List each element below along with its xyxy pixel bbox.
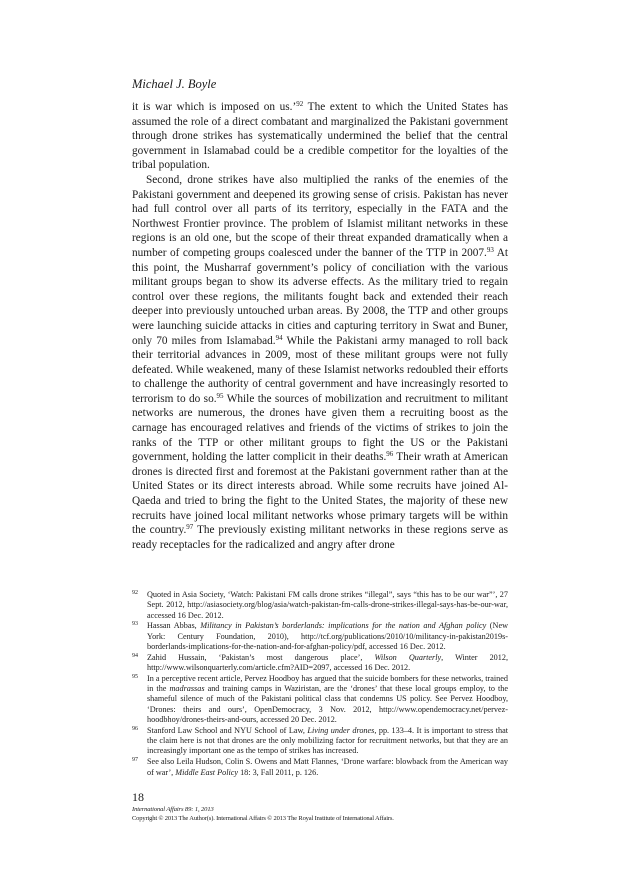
footnote-reference: 95	[216, 391, 224, 400]
footnote-number: 95	[132, 673, 138, 680]
footnote-number: 94	[132, 652, 138, 659]
footnote-text: Zahid Hussain, ‘Pakistan’s most dangerous place’, Wilson Quarterly, Winter 2012, http://www.wilsonquarterly.com/article.cfm?AID=2097, accessed 16 Dec. 2012.	[147, 652, 508, 673]
footnote	[132, 590, 508, 621]
page-number: 18	[132, 790, 144, 804]
footnote-reference: 97	[186, 523, 194, 532]
paragraph: it is war which is imposed on us.’$^{92}$ The extent to which the United States has assumed the role of a direct combatant and marginalized the Pakistani government through drone strikes has systematically undermined the belief that the central government in Islamabad could be a credible competitor for the loyalties of the tribal population.	[132, 100, 508, 172]
italic-title: Wilson Quarterly	[374, 652, 442, 662]
footnote	[132, 726, 508, 757]
footnotes	[132, 590, 508, 778]
body-text	[132, 100, 508, 552]
footnote-reference: 93	[486, 245, 494, 254]
running-head: Michael J. Boyle	[132, 77, 217, 91]
footnote-number: 96	[132, 725, 138, 732]
footnote-text: In a perceptive recent article, Pervez Hoodboy has argued that the suicide bombers for these networks, trained in the madrassas and training camps in Waziristan, are the ‘drones’ that these local groups employ, to the shameful silence of much of the Pakistani political class that condemns US policy. See Pervez Hoodboy, ‘Drones: theirs and ours’, OpenDemocracy, 3 Nov. 2012, http://www.opendemocracy.net/pervez-hoodbhoy/drones-theirs-and-ours, accessed 20 Dec. 2012.	[147, 673, 509, 725]
footnote-number: 92	[132, 590, 138, 596]
paragraph: Second, drone strikes have also multiplied the ranks of the enemies of the Pakistani government and deepened its growing sense of crisis. Pakistan has never had full control over all parts of its territory, especially in the FATA and the Northwest Frontier province. The problem of Islamist militant networks in these regions is an old one, but the scope of their threat expanded dramatically when a number of competing groups coalesced under the banner of the TTP in 2007.93 At this point, the Musharraf government’s policy of conciliation with the various militant groups began to show its adverse effects. As the military tried to regain control over these regions, the militants fought back and extended their reach deeper into previously untouched urban areas. By 2008, the TTP and other groups were launching suicide attacks in cities and capturing territory in Swat and Buner, only 70 miles from Islamabad.$^{94}$ While the Pakistani army managed to roll back their territorial advances in 2009, most of these militant groups were not fully defeated. While weakened, many of these Islamist networks redoubled their efforts to challenge the authority of central government and have increasingly resorted to terrorism to do so.$^{95}$ While the sources of mobilization and recruitment to militant networks are numerous, the drones have given them a recruiting boost as the carnage has encouraged relatives and friends of the victims of strikes to join the ranks of the TTP or other militant groups to fight the US or the Pakistani government, holding the latter complicit in their deaths.$^{96}$ Their wrath at American drones is directed first and foremost at the Pakistani government rather than at the United States or its direct interests abroad. While some recruits have joined Al-Qaeda and tried to bring the fight to the United States, the majority of these new recruits have joined local militant networks whose primary targets will be within the country.$^{97}$ The previously existing militant networks in these regions serve as ready receptacles for the radicalized and angry after drone	[132, 173, 509, 551]
footnote-reference: 92	[296, 100, 304, 108]
footnote-text: Stanford Law School and NYU School of Law, Living under drones, pp. 133–4. It is important to stress that the claim here is not that drones are the only mobilizing factor for recruitment networks, but that they are an increasingly important one as the tempo of strikes has increased.	[147, 725, 508, 756]
footnote-number: 93	[132, 621, 138, 628]
footnote-reference: 96	[386, 450, 394, 459]
footnote	[132, 653, 508, 674]
footnote-text: Quoted in Asia Society, ‘Watch: Pakistani FM calls drone strikes “illegal”, says “this has to be our war”’, 27 Sept. 2012, http://asiasociety.org/blog/asia/watch-pakistan-fm-calls-drone-strikes-illegal-says-has-be-our-war, accessed 16 Dec. 2012.	[147, 590, 508, 620]
italic-title: Living under drones	[307, 725, 375, 735]
footnote-text: See also Leila Hudson, Colin S. Owens and Matt Flannes, ‘Drone warfare: blowback from the American way of war’, Middle East Policy 18: 3, Fall 2011, p. 126.	[147, 757, 508, 777]
footer-journal-citation: International Affairs 89: 1, 2013	[132, 806, 214, 813]
footnote	[132, 674, 508, 725]
footnote-text: Hassan Abbas, Militancy in Pakistan’s borderlands: implications for the nation and Afghan policy (New York: Century Foundation, 2010), http://tcf.org/publications/2010/10/militancy-in-pakistan2019s-borderlands-implications-for-the-nation-and-for-afghan-policy/pdf, accessed 16 Dec. 2012.	[147, 621, 508, 651]
footnote-reference: 94	[275, 333, 283, 342]
footer-copyright: Copyright © 2013 The Author(s). International Affairs © 2013 The Royal Institute of International Affairs.	[132, 815, 394, 822]
italic-title: Militancy in Pakistan’s borderlands: implications for the nation and Afghan policy	[200, 621, 487, 631]
italic-title: madrassas	[169, 684, 205, 694]
italic-title: Middle East Policy	[175, 767, 239, 777]
footnote	[132, 757, 508, 778]
footnote-number: 97	[132, 757, 138, 764]
footnote	[132, 621, 508, 652]
